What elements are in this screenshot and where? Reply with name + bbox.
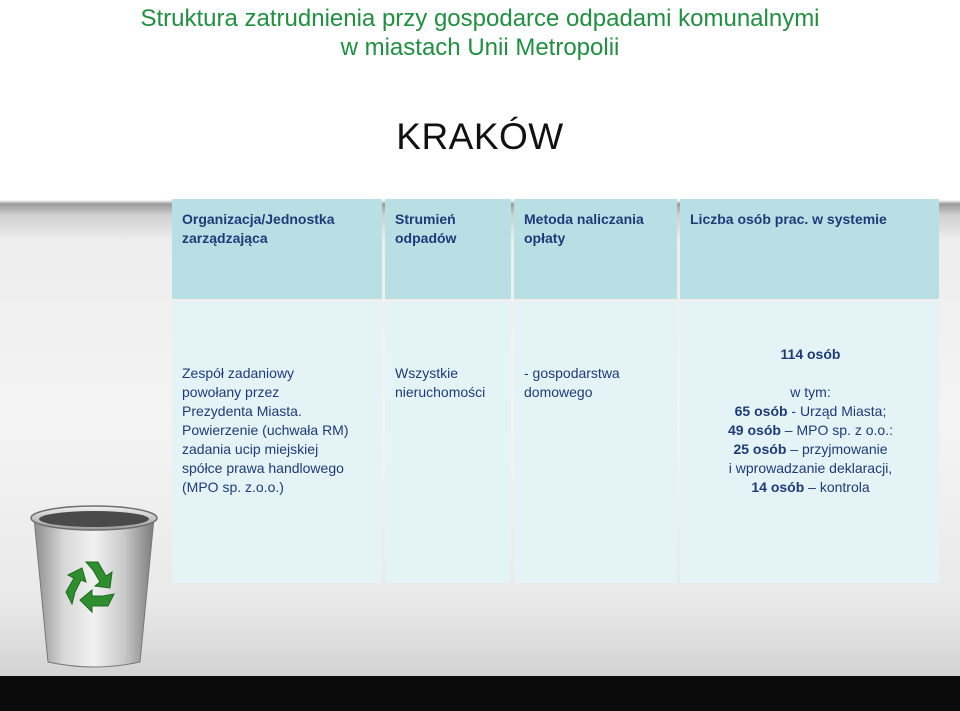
method-line: domowego	[524, 384, 593, 400]
method-line: - gospodarstwa	[524, 365, 620, 381]
header-fee-method-line1: Metoda naliczania	[524, 211, 644, 227]
title-line-1: Struktura zatrudnienia przy gospodarce odpadami komunalnymi	[140, 5, 820, 32]
cell-fee-method	[514, 302, 677, 583]
cell-staff-count	[680, 302, 939, 583]
staff-w-tym: w tym:	[790, 384, 831, 400]
staff-declarations-cont: i wprowadzanie deklaracji,	[728, 460, 893, 476]
slide-title	[0, 4, 960, 62]
header-organization	[172, 199, 382, 299]
staff-declarations-label: – przyjmowanie	[786, 441, 888, 457]
header-waste-stream-line2: odpadów	[395, 230, 457, 246]
org-line: Prezydenta Miasta.	[182, 403, 302, 419]
staff-total: 114 osób	[780, 346, 841, 362]
stream-line: nieruchomości	[395, 384, 486, 400]
header-organization-line1: Organizacja/Jednostka	[182, 211, 335, 227]
staff-mpo-count: 49 osób	[728, 422, 781, 438]
employment-table	[169, 196, 942, 586]
header-fee-method-line2: opłaty	[524, 230, 566, 246]
staff-control-label: – kontrola	[804, 479, 870, 495]
header-waste-stream-line1: Strumień	[395, 211, 456, 227]
stream-line: Wszystkie	[395, 365, 458, 381]
staff-declarations-count: 25 osób	[733, 441, 787, 457]
org-line: powołany przez	[182, 384, 280, 400]
cell-organization	[172, 302, 382, 583]
header-row	[172, 199, 939, 299]
recycle-bin-icon	[26, 500, 162, 670]
table-row	[172, 302, 939, 583]
header-organization-line2: zarządzająca	[182, 230, 268, 246]
staff-control-count: 14 osób	[751, 479, 805, 495]
title-line-2: w miastach Unii Metropolii	[340, 34, 620, 61]
city-heading: KRAKÓW	[396, 116, 564, 157]
bottom-bar	[0, 676, 960, 711]
staff-mpo-label: – MPO sp. z o.o.:	[780, 422, 893, 438]
header-fee-method	[514, 199, 677, 299]
cell-waste-stream	[385, 302, 511, 583]
org-line: spółce prawa handlowego	[182, 460, 344, 476]
header-staff-count	[680, 199, 939, 299]
staff-urzad-label: - Urząd Miasta;	[787, 403, 887, 419]
org-line: zadania ucip miejskiej	[182, 441, 319, 457]
org-line: Zespół zadaniowy	[182, 365, 295, 381]
header-waste-stream	[385, 199, 511, 299]
org-line: Powierzenie (uchwała RM)	[182, 422, 349, 438]
staff-urzad-count: 65 osób	[734, 403, 788, 419]
header-staff-count-line1: Liczba osób prac. w systemie	[690, 211, 887, 227]
org-line: (MPO sp. z.o.o.)	[182, 479, 284, 495]
